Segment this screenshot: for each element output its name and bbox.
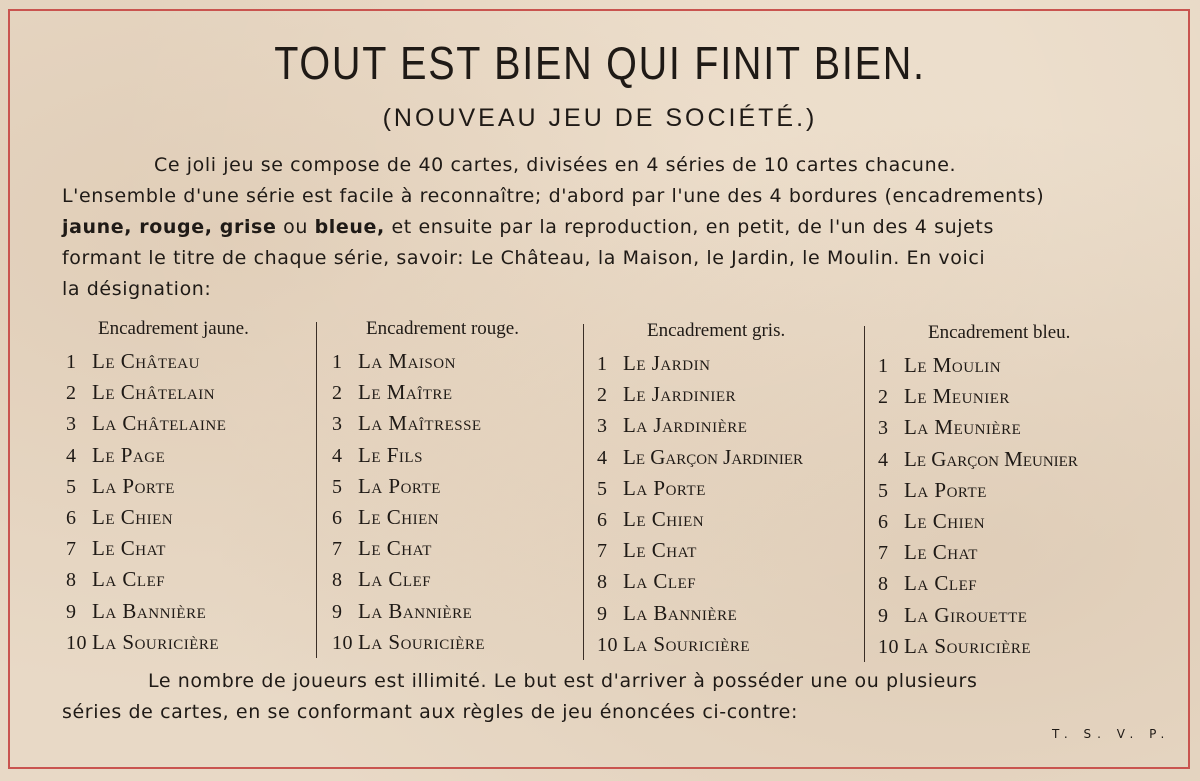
- item-number: 4: [66, 444, 77, 467]
- item-number: 1: [66, 351, 77, 373]
- item-number: 5: [878, 479, 889, 502]
- item-number: 8: [66, 569, 77, 592]
- item-label: Le Chat: [623, 538, 697, 563]
- list-item: [66, 502, 336, 533]
- list-item: [878, 412, 1148, 443]
- item-label: Le Chat: [904, 540, 978, 565]
- item-number: 4: [597, 446, 608, 469]
- item-number: 3: [597, 415, 608, 438]
- item-label: Le Château: [92, 349, 200, 373]
- card-list: [66, 346, 336, 658]
- intro-line-1: Ce joli jeu se compose de 40 cartes, divisées en 4 séries de 10 cartes chacune.: [154, 154, 957, 176]
- list-item: [332, 627, 602, 658]
- list-item: [332, 346, 602, 377]
- item-label: La Porte: [904, 477, 987, 502]
- list-item: [66, 564, 336, 595]
- list-item: [597, 535, 867, 566]
- intro-blue-bold: bleue,: [314, 216, 385, 238]
- column-jaune: [66, 312, 336, 658]
- column-gris: [597, 314, 867, 660]
- list-item: [597, 598, 867, 629]
- item-number: 5: [332, 475, 343, 498]
- column-rouge: [332, 312, 602, 658]
- item-label: La Meunière: [904, 415, 1022, 440]
- intro-paragraph: [62, 150, 1132, 305]
- item-label: Le Jardin: [623, 351, 711, 375]
- list-item: [878, 350, 1148, 381]
- item-label: La Porte: [623, 475, 706, 500]
- item-label: Le Chien: [904, 508, 986, 533]
- list-item: [66, 440, 336, 471]
- intro-line-3: [62, 212, 1132, 243]
- item-number: 6: [597, 508, 608, 531]
- column-bleu: [878, 316, 1148, 662]
- intro-line-3-mid: ou: [276, 216, 315, 238]
- item-number: 8: [332, 569, 343, 592]
- list-item: [66, 596, 336, 627]
- item-number: 3: [332, 413, 343, 436]
- item-label: Le Chat: [358, 536, 432, 561]
- item-label: La Souricière: [904, 633, 1032, 658]
- list-item: [878, 600, 1148, 631]
- item-number: 9: [878, 604, 889, 627]
- list-item: [332, 596, 602, 627]
- list-item: [597, 348, 867, 379]
- list-item: [332, 502, 602, 533]
- item-number: 7: [332, 538, 343, 561]
- item-label: La Souricière: [623, 631, 751, 656]
- item-label: La Souricière: [92, 629, 220, 654]
- item-number: 10: [332, 631, 353, 654]
- item-number: 2: [332, 382, 343, 405]
- item-number: 4: [878, 448, 889, 471]
- list-item: [332, 377, 602, 408]
- list-item: [332, 533, 602, 564]
- item-number: 1: [597, 353, 608, 375]
- item-label: Le Jardinier: [623, 382, 737, 407]
- item-number: 7: [597, 540, 608, 563]
- list-item: [332, 440, 602, 471]
- list-item: [878, 537, 1148, 568]
- item-number: 1: [332, 351, 343, 373]
- item-label: La Bannière: [358, 598, 473, 623]
- page-subtitle: (NOUVEAU JEU DE SOCIÉTÉ.): [382, 104, 818, 132]
- item-label: La Maison: [358, 349, 456, 373]
- list-item: [66, 377, 336, 408]
- item-number: 8: [597, 571, 608, 594]
- intro-line-5: la désignation:: [62, 278, 212, 300]
- item-label: La Clef: [358, 567, 432, 592]
- item-number: 10: [597, 633, 618, 656]
- item-label: La Maîtresse: [358, 411, 482, 436]
- item-label: Le Chat: [92, 536, 166, 561]
- list-item: [332, 408, 602, 439]
- list-item: [878, 631, 1148, 662]
- list-item: [878, 568, 1148, 599]
- list-item: [66, 627, 336, 658]
- item-label: La Jardinière: [623, 413, 748, 438]
- list-item: [332, 471, 602, 502]
- list-item: [332, 564, 602, 595]
- column-heading: Encadrement jaune.: [98, 318, 249, 339]
- card-list: [332, 346, 602, 658]
- item-number: 10: [878, 635, 899, 658]
- column-divider: [583, 324, 584, 660]
- column-divider: [864, 326, 865, 662]
- item-label: Le Chien: [92, 504, 174, 529]
- list-item: [597, 629, 867, 660]
- item-label: La Châtelaine: [92, 411, 227, 436]
- list-item: [597, 379, 867, 410]
- item-label: Le Châtelain: [92, 380, 216, 405]
- footer-paragraph: [62, 666, 1132, 728]
- item-number: 2: [597, 384, 608, 407]
- intro-line-2: L'ensemble d'une série est facile à reconnaître; d'abord par l'une des 4 bordures (encadrements): [62, 185, 1045, 207]
- item-label: La Clef: [623, 569, 697, 594]
- column-divider: [316, 322, 317, 658]
- item-label: La Souricière: [358, 629, 486, 654]
- list-item: [66, 471, 336, 502]
- item-label: Le Chien: [623, 506, 705, 531]
- item-label: Le Garçon Meunier: [904, 446, 1078, 471]
- item-label: Le Moulin: [904, 353, 1002, 377]
- item-label: La Porte: [358, 473, 441, 498]
- page-title: TOUT EST BIEN QUI FINIT BIEN.: [274, 37, 926, 89]
- item-label: La Girouette: [904, 602, 1028, 627]
- item-number: 2: [66, 382, 77, 405]
- item-number: 9: [597, 602, 608, 625]
- item-number: 6: [878, 510, 889, 533]
- list-item: [597, 473, 867, 504]
- item-number: 6: [66, 506, 77, 529]
- tsvp-note: T. S. V. P.: [1052, 727, 1171, 741]
- item-label: La Bannière: [623, 600, 738, 625]
- card-list: [878, 350, 1148, 662]
- item-label: La Porte: [92, 473, 175, 498]
- item-label: Le Chien: [358, 504, 440, 529]
- item-label: Le Fils: [358, 442, 423, 467]
- list-item: [597, 442, 867, 473]
- card-list: [597, 348, 867, 660]
- item-number: 9: [332, 600, 343, 623]
- item-number: 3: [878, 417, 889, 440]
- column-heading: Encadrement rouge.: [366, 318, 519, 339]
- item-number: 6: [332, 506, 343, 529]
- list-item: [878, 506, 1148, 537]
- list-item: [66, 346, 336, 377]
- item-label: Le Maître: [358, 380, 453, 405]
- list-item: [597, 504, 867, 535]
- intro-colors-bold: jaune, rouge, grise: [62, 216, 277, 238]
- list-item: [597, 566, 867, 597]
- intro-line-3-rest: et ensuite par la reproduction, en petit, de l'un des 4 sujets: [384, 216, 994, 238]
- item-number: 3: [66, 413, 77, 436]
- item-number: 2: [878, 386, 889, 409]
- item-label: Le Meunier: [904, 384, 1010, 409]
- list-item: [878, 444, 1148, 475]
- item-number: 4: [332, 444, 343, 467]
- list-item: [878, 381, 1148, 412]
- item-number: 10: [66, 631, 87, 654]
- list-item: [66, 533, 336, 564]
- item-number: 9: [66, 600, 77, 623]
- item-label: Le Garçon Jardinier: [623, 444, 803, 469]
- item-label: La Clef: [92, 567, 166, 592]
- item-number: 8: [878, 573, 889, 596]
- intro-line-4: formant le titre de chaque série, savoir: Le Château, la Maison, le Jardin, le Moulin. En voici: [62, 247, 986, 269]
- item-number: 7: [878, 542, 889, 565]
- item-label: La Bannière: [92, 598, 207, 623]
- list-item: [878, 475, 1148, 506]
- item-label: Le Page: [92, 442, 166, 467]
- footer-line-1: Le nombre de joueurs est illimité. Le but est d'arriver à posséder une ou plusieurs: [148, 670, 978, 692]
- item-number: 1: [878, 355, 889, 377]
- column-heading: Encadrement gris.: [647, 320, 786, 341]
- footer-line-2: séries de cartes, en se conformant aux règles de jeu énoncées ci-contre:: [62, 701, 798, 723]
- item-number: 7: [66, 538, 77, 561]
- list-item: [66, 408, 336, 439]
- column-heading: Encadrement bleu.: [928, 322, 1071, 343]
- list-item: [597, 410, 867, 441]
- item-label: La Clef: [904, 571, 978, 596]
- item-number: 5: [597, 477, 608, 500]
- item-number: 5: [66, 475, 77, 498]
